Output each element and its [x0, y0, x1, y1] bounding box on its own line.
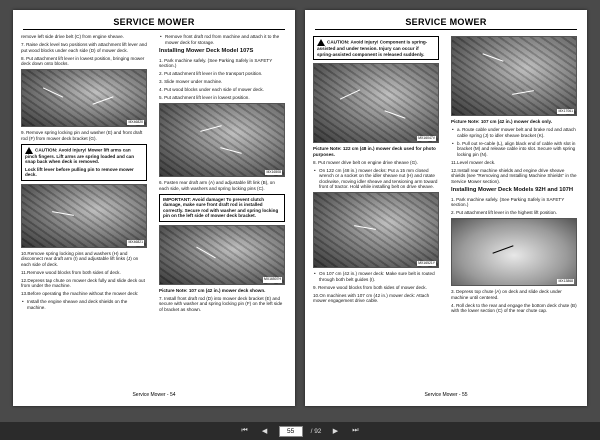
photo-rear-draft-arm — [159, 103, 285, 177]
right-page-column-2 — [451, 34, 577, 316]
bullet-item: • Remove front draft rod from machine and attach it to the mower deck for storage. — [159, 34, 285, 45]
photo-engagement-cable — [451, 36, 577, 116]
step-7: 7. Raise deck level two positions with attachment lift lever and put wood blocks under each side (D) of mower deck. — [21, 42, 147, 53]
page-title: SERVICE MOWER — [405, 17, 487, 27]
step-8: 8. Put attachment lift lever in lowest position, bringing mower deck down onto blocks. — [21, 55, 145, 66]
next-page-icon[interactable]: ▶ — [332, 428, 339, 435]
left-page-column-2 — [159, 34, 285, 315]
picture-note: Picture Note: 122 cm (48 in.) mower deck used for photo purposes. — [313, 146, 436, 157]
caution-box — [313, 36, 439, 60]
bullet-item: • b. Pull out re-cable (L), align black end of cable with slot in bracket (M) and release cable into slot. Secure with spring locking pin (N). — [451, 141, 577, 158]
image-code: MX16508 — [266, 169, 281, 174]
paragraph: remove left side drive belt (C) from engine sheave. — [21, 34, 124, 39]
step-10: 10.On machines with 107 cm (42 in.) mower deck: Attach mower engagement drive cable. — [313, 292, 430, 303]
important-box: IMPORTANT: Avoid damage! To prevent clutch damage, make sure front draft rod is installed correctly. Secure rod with washer and spring locking pin on the left side of mower deck bracket. — [159, 194, 285, 222]
install-step-1: 1. Park machine safely. (See Parking Safely in SAFETY section.) — [159, 57, 273, 68]
section-heading: Installing Mower Deck Model 107S — [159, 47, 254, 54]
install-step-2: 2. Put attachment lift lever in the highest lift position. — [451, 210, 557, 215]
photo-mower-deck-blocks — [21, 69, 147, 127]
picture-note: Picture Note: 107 cm (42 in.) mower deck shown. — [159, 287, 266, 293]
title-rule — [315, 29, 577, 30]
photo-front-draft-rod — [159, 225, 285, 285]
bullet-item: • Install the engine sheave and deck shields on the machine. — [21, 299, 147, 310]
page-footer: Service Mower - 55 — [424, 392, 468, 398]
warning-icon — [317, 39, 325, 46]
bullet-item: • On 107 cm (42 in.) mower deck: Make sure belt is routed through both belt guides (I). — [313, 271, 439, 282]
image-code: MX16047V — [418, 135, 435, 140]
photo-drive-belt — [313, 63, 439, 143]
page-total: / 92 — [310, 427, 322, 435]
picture-note: Picture Note: 107 cm (42 in.) mower deck only. — [451, 119, 553, 124]
step-10: 10.Remove spring locking pins and washers (H) and disconnect rear draft arm (I) and adjustable lift links (J) on each side of deck. — [21, 250, 139, 267]
bullet-item: • On 122 cm (48 in.) mower decks: Put a 15 mm closed wrench or a socket on the idler sheave nut (H) and rotate clockwise, moving idler sheave and tensioning arm toward front of tractor. Hold while installing belt on drive sheave. — [313, 168, 439, 190]
install-step-4: 4. Roll deck to the rear and engage the bottom deck chute (B) with the lower section (C) of the rear chute cap. — [451, 302, 577, 313]
install-step-7: 7. Install front draft rod (D) into mower deck bracket (E) and secure with washer and spring locking pin (F) on the left side of bracket as shown. — [159, 295, 283, 312]
photo-deck-chute — [451, 218, 577, 286]
step-11: 11.Level mower deck. — [451, 159, 496, 165]
install-step-1: 1. Park machine safely. (See Parking Safely in SAFETY section.) — [451, 196, 565, 207]
step-13: 13.Before operating the machine without the mower deck: — [21, 291, 139, 296]
right-page-column-1 — [313, 34, 439, 306]
image-code: MX16507H — [264, 277, 281, 281]
install-step-5: 5. Put attachment lift lever in lowest position. — [159, 95, 250, 100]
warning-icon — [25, 147, 33, 154]
step-9: 9. Remove spring locking pin and washer (E) and front draft rod (F) from mower deck bracket (G). — [21, 130, 143, 141]
caution-text: CAUTION: Avoid injury! Component is spring-assisted and under tension. Injury can occur if spring-assisted component is released suddenly. — [317, 39, 428, 57]
image-code: MX17061 — [558, 108, 573, 113]
install-step-2: 2. Put attachment lift lever in the transport position. — [159, 71, 263, 76]
step-8: 8. Put mower drive belt on engine drive sheave (G). — [313, 159, 418, 165]
caution-text: CAUTION: Avoid injury! Mower lift arms can pinch fingers. Lift arms are spring loaded and can snap back when deck is removed. — [25, 147, 134, 164]
first-page-icon[interactable]: ⏮ — [241, 427, 248, 434]
section-heading: Installing Mower Deck Models 92H and 107H — [451, 186, 574, 193]
step-12: 12.Install rear machine shields and engine drive sheave shields (see "Removing and Installing Machine Shields" in the Service Mower section). — [451, 167, 577, 184]
page-footer: Service Mower - 54 — [132, 392, 176, 398]
last-page-icon[interactable]: ⏭ — [352, 427, 359, 434]
page-number-input[interactable]: 55 — [279, 426, 303, 437]
page-title: SERVICE MOWER — [113, 17, 195, 27]
step-12: 12.Depress tap chute on mower deck fully and slide deck out from under the machine. — [21, 277, 145, 288]
bullet-item: • a. Route cable under mower belt and brake rod and attach cable spring (J) to idler sheave bracket (K). — [451, 127, 577, 138]
photo-lift-links — [21, 184, 147, 248]
install-step-4: 4. Put wood blocks under each side of mower deck. — [159, 87, 264, 92]
left-page-column-1 — [21, 34, 147, 313]
step-9: 9. Remove wood blocks from both sides of mower deck. — [313, 284, 427, 290]
photo-belt-guides — [313, 192, 439, 268]
page-navigation-toolbar — [0, 422, 600, 440]
prev-page-icon[interactable]: ◀ — [261, 428, 268, 435]
caution-box — [21, 144, 147, 181]
right-page — [305, 10, 587, 406]
title-rule — [23, 29, 285, 30]
install-step-3: 3. Depress top chute (A) on deck and slide deck under machine until centered. — [451, 289, 562, 300]
caution-text-2: Lock lift lever before pulling pin to remove mower deck. — [25, 166, 134, 177]
left-page — [13, 10, 295, 406]
image-code: MX46820 — [128, 119, 143, 124]
image-code: MX13868 — [558, 278, 573, 283]
install-step-3: 3. Slide mower under machine. — [159, 79, 223, 84]
install-step-6: 6. Fasten rear draft arm (A) and adjustable lift link (B), on each side, with washers and spring locking pins (C). — [159, 180, 275, 191]
step-11: 11.Remove wood blocks from both sides of deck. — [21, 269, 121, 275]
image-code: MX46821 — [128, 240, 143, 244]
image-code: MX16521Y — [418, 260, 435, 265]
